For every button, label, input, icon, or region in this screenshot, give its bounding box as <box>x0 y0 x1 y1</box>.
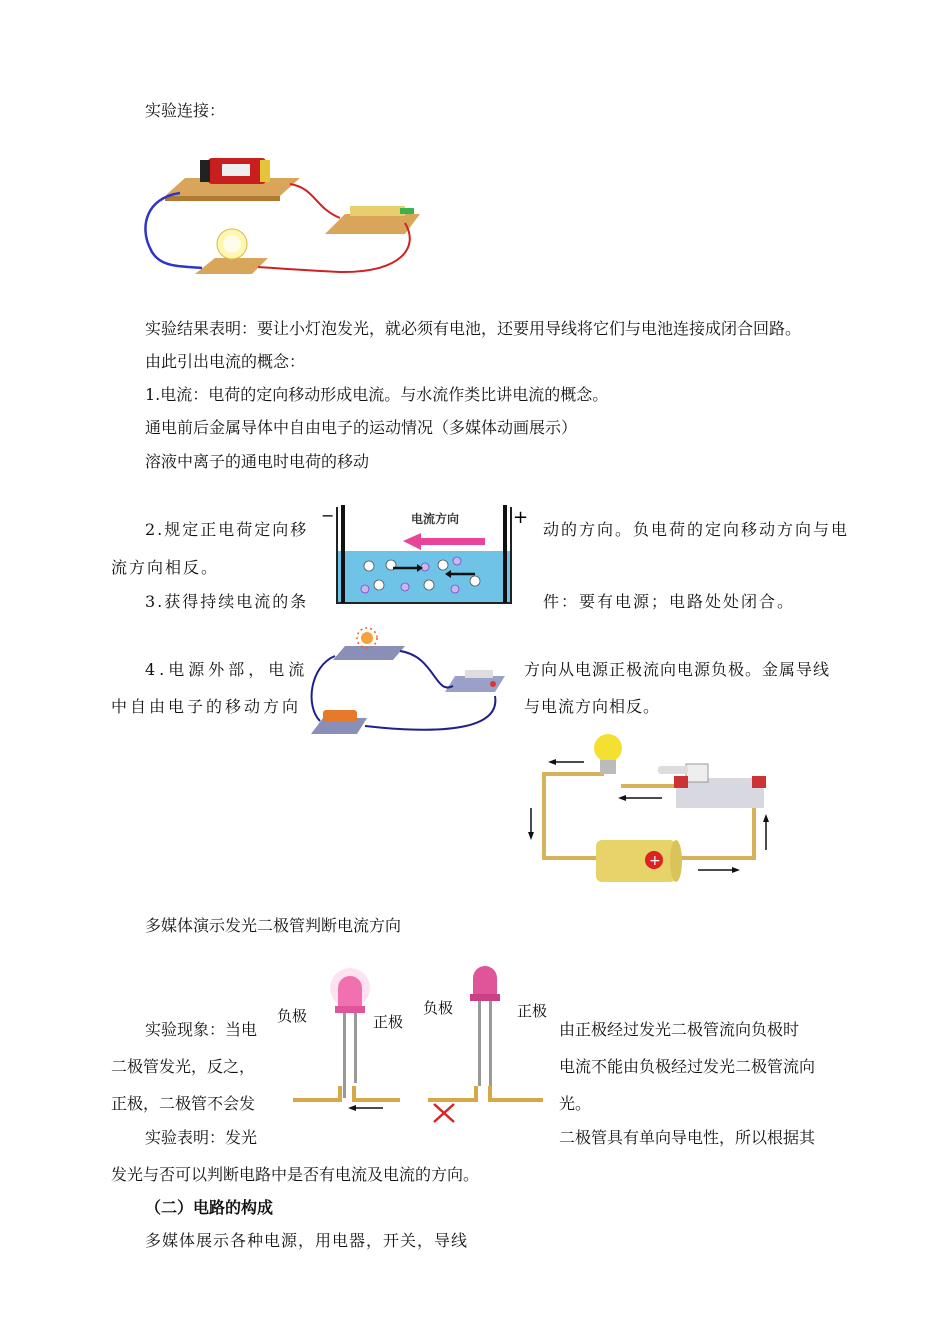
components-text: 多媒体展示各种电源，用电器，开关，导线 <box>145 1231 469 1250</box>
outside-text-d: 与电流方向相反。 <box>524 697 661 716</box>
circuit-photo-3 <box>526 728 771 888</box>
pos-sign: + <box>513 507 529 528</box>
current-definition: 1.电流：电荷的定向移动形成电流。与水流作类比讲电流的概念。 <box>145 385 609 404</box>
phenomenon-text-b: 由正极经过发光二极管流向负极时 <box>559 1020 800 1039</box>
circuit-photo-2 <box>305 626 510 738</box>
conclusion-text-a: 实验表明：发光 <box>145 1128 258 1147</box>
circuit-photo-1 <box>140 148 430 278</box>
outside-text-c: 中自由电子的移动方向 <box>111 697 302 716</box>
led1-negative-label: 负极 <box>277 1007 308 1025</box>
rule-text-b: 动的方向。负电荷的定向移动方向与电 <box>543 520 850 539</box>
rule-text-a: 2.规定正电荷定向移 <box>145 520 309 539</box>
led1-positive-label: 正极 <box>373 1013 404 1031</box>
led2-negative-label: 负极 <box>423 999 454 1017</box>
current-direction-label: 电流方向 <box>411 512 460 526</box>
ion-motion-text: 溶液中离子的通电时电荷的移动 <box>145 452 370 471</box>
phenomenon-text-c: 二极管发光，反之， <box>111 1057 256 1076</box>
result-text: 实验结果表明：要让小灯泡发光，就必须有电池，还要用导线将它们与电池连接成闭合回路。 <box>145 319 802 338</box>
phenomenon-text-e: 正极，二极管不会发 <box>111 1094 256 1113</box>
led-demo-text: 多媒体演示发光二极管判断电流方向 <box>145 916 402 935</box>
derive-text: 由此引出电流的概念： <box>145 352 306 371</box>
section-heading: （二）电路的构成 <box>145 1198 274 1217</box>
phenomenon-text-d: 电流不能由负极经过发光二极管流向 <box>559 1057 816 1076</box>
neg-sign: − <box>321 506 335 525</box>
outside-text-a: 4.电源外部，电流 <box>145 660 309 679</box>
led2-positive-label: 正极 <box>517 1002 548 1020</box>
electrolyte-figure <box>315 503 533 607</box>
rule-text-c: 流方向相反。 <box>111 558 220 577</box>
condition-text-b: 件：要有电源；电路处处闭合。 <box>543 592 796 611</box>
electron-motion-text: 通电前后金属导体中自由电子的运动情况（多媒体动画展示） <box>145 418 578 437</box>
connect-title: 实验连接： <box>145 101 226 120</box>
condition-text-a: 3.获得持续电流的条 <box>145 592 309 611</box>
outside-text-b: 方向从电源正极流向电源负极。金属导线 <box>524 660 831 679</box>
led-figure <box>288 958 550 1128</box>
phenomenon-text-f: 光。 <box>559 1094 592 1113</box>
svg-text:+: + <box>649 853 661 869</box>
conclusion-text-b: 二极管具有单向导电性，所以根据其 <box>559 1128 816 1147</box>
conclusion-text-c: 发光与否可以判断电路中是否有电流及电流的方向。 <box>111 1165 480 1184</box>
phenomenon-text-a: 实验现象：当电 <box>145 1020 258 1039</box>
